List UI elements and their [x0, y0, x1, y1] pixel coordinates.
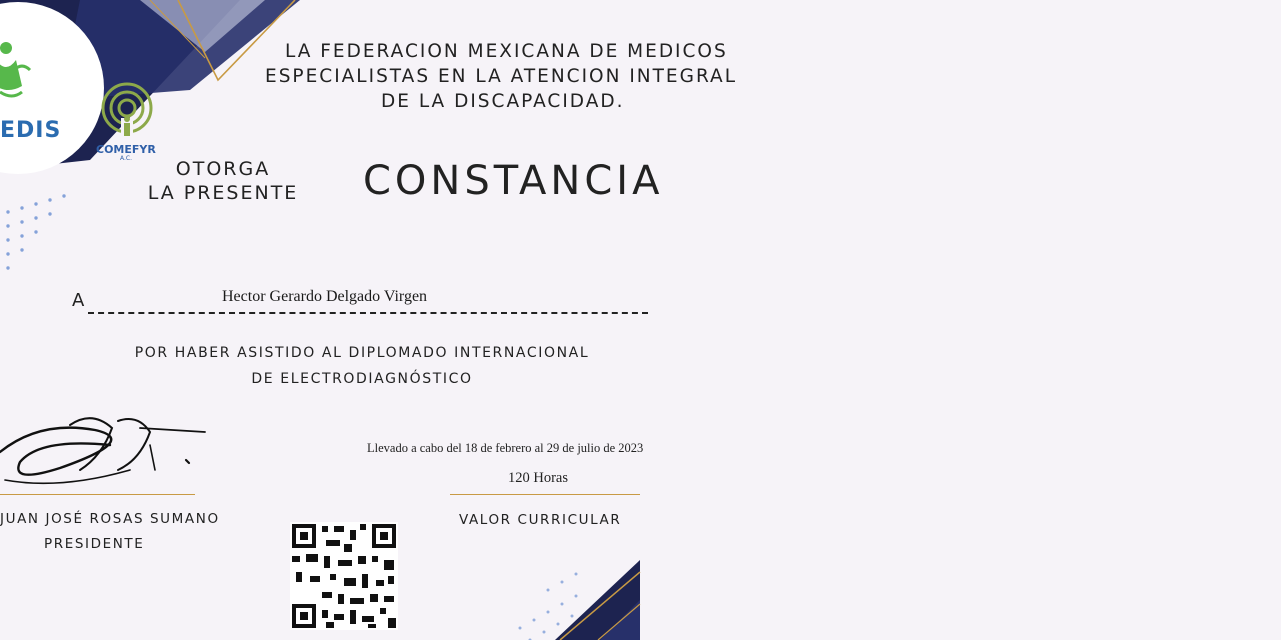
- certificate-title: CONSTANCIA: [363, 158, 664, 204]
- header-line-1: LA FEDERACION MEXICANA DE MEDICOS: [285, 41, 728, 62]
- signature-rule: [0, 494, 195, 495]
- recipient-name: Hector Gerardo Delgado Virgen: [222, 288, 428, 305]
- comefyr-logo-suffix: A.C.: [120, 155, 133, 162]
- curricular-rule: [450, 494, 640, 495]
- event-dates: Llevado a cabo del 18 de febrero al 29 de julio de 2023: [367, 441, 644, 455]
- signatory-role: PRESIDENTE: [44, 536, 145, 552]
- left-logo-text: EDIS: [0, 118, 62, 143]
- event-hours: 120 Horas: [508, 470, 569, 486]
- left-dot-pattern: [6, 194, 65, 269]
- recipient-prefix: A: [72, 290, 85, 311]
- qr-code-image: [290, 522, 398, 630]
- signature-image: [0, 418, 205, 483]
- grant-line-1: OTORGA: [175, 158, 271, 180]
- comefyr-logo-text: COMEFYR: [96, 143, 156, 156]
- grant-line-2: LA PRESENTE: [147, 182, 299, 204]
- reason-line-2: DE ELECTRODIAGNÓSTICO: [251, 371, 473, 387]
- header-line-3: DE LA DISCAPACIDAD.: [381, 91, 625, 112]
- signatory-name: JUAN JOSÉ ROSAS SUMANO: [0, 511, 220, 527]
- curricular-value-label: VALOR CURRICULAR: [459, 512, 622, 528]
- recipient-underline: [88, 312, 648, 314]
- reason-line-1: POR HABER ASISTIDO AL DIPLOMADO INTERNACIONAL: [134, 345, 590, 361]
- header-line-2: ESPECIALISTAS EN LA ATENCION INTEGRAL: [265, 66, 738, 87]
